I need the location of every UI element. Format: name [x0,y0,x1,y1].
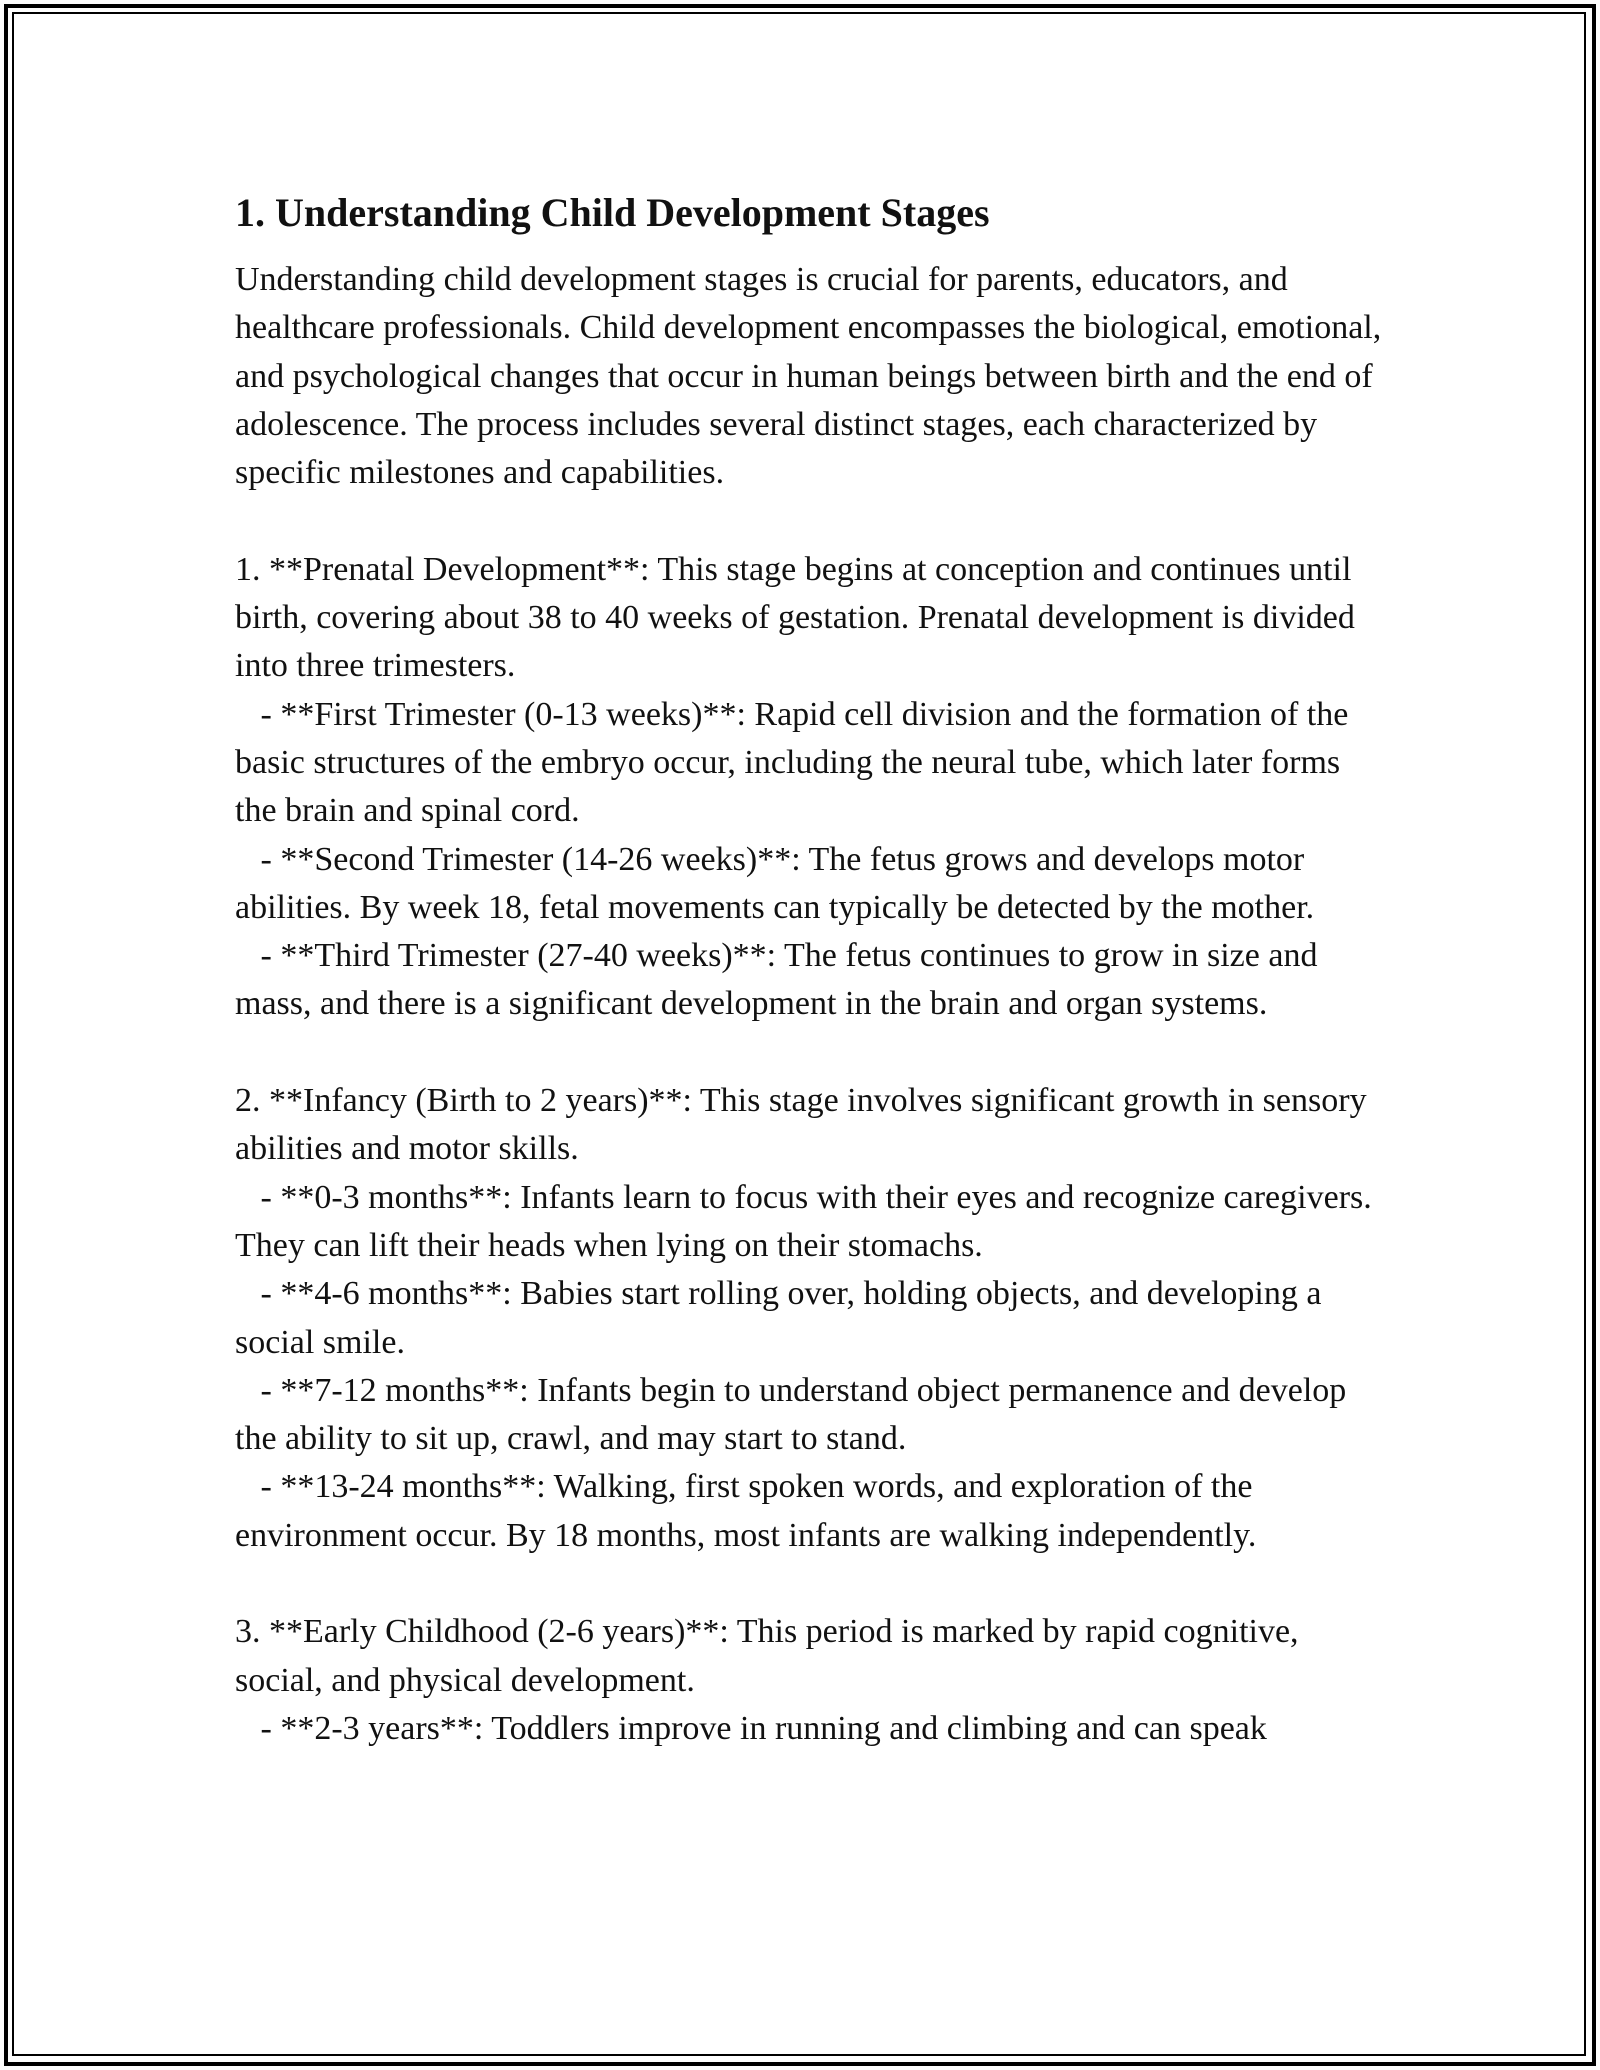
stage-prenatal-lead: 1. **Prenatal Development**: This stage begins at conception and continues until birth, covering about 38 to 40 weeks of gestation. Prenatal development is divided into three trimesters. [235,550,1364,685]
intro-paragraph: Understanding child development stages is crucial for parents, educators, and healthcare professionals. Child development encompasses the biological, emotional, and psychological changes that occur in human beings between birth and the end of adolescence. The process includes several distinct stages, each characterized by specific milestones and capabilities. [235,261,1390,492]
list-item: - **13-24 months**: Walking, first spoken words, and exploration of the environment occur. By 18 months, most infants are walking independently. [235,1468,1261,1554]
stage-infancy-lead: 2. **Infancy (Birth to 2 years)**: This stage involves significant growth in sensory abilities and motor skills. [235,1082,1376,1168]
list-item: - **2-3 years**: Toddlers improve in running and climbing and can speak [235,1709,1267,1747]
document-page [235,180,1390,1753]
section-heading: 1. Understanding Child Development Stages [235,190,990,235]
list-item: - **Second Trimester (14-26 weeks)**: The fetus grows and develops motor abilities. By week 18, fetal movements can typically be detected by the mother. [235,840,1315,926]
list-item: - **4-6 months**: Babies start rolling over, holding objects, and developing a social smile. [235,1275,1330,1361]
stage-early-childhood-lead: 3. **Early Childhood (2-6 years)**: This period is marked by rapid cognitive, social, and physical development. [235,1613,1308,1699]
list-item: - **7-12 months**: Infants begin to understand object permanence and develop the ability to sit up, crawl, and may start to stand. [235,1371,1355,1458]
list-item: - **Third Trimester (27-40 weeks)**: The fetus continues to grow in size and mass, and there is a significant development in the brain and organ systems. [235,937,1326,1023]
list-item: - **0-3 months**: Infants learn to focus with their eyes and recognize caregivers. They can lift their heads when lying on their stomachs. [235,1178,1380,1264]
list-item: - **First Trimester (0-13 weeks)**: Rapid cell division and the formation of the basic structures of the embryo occur, including the neural tube, which later forms the brain and spinal cord. [235,695,1357,830]
